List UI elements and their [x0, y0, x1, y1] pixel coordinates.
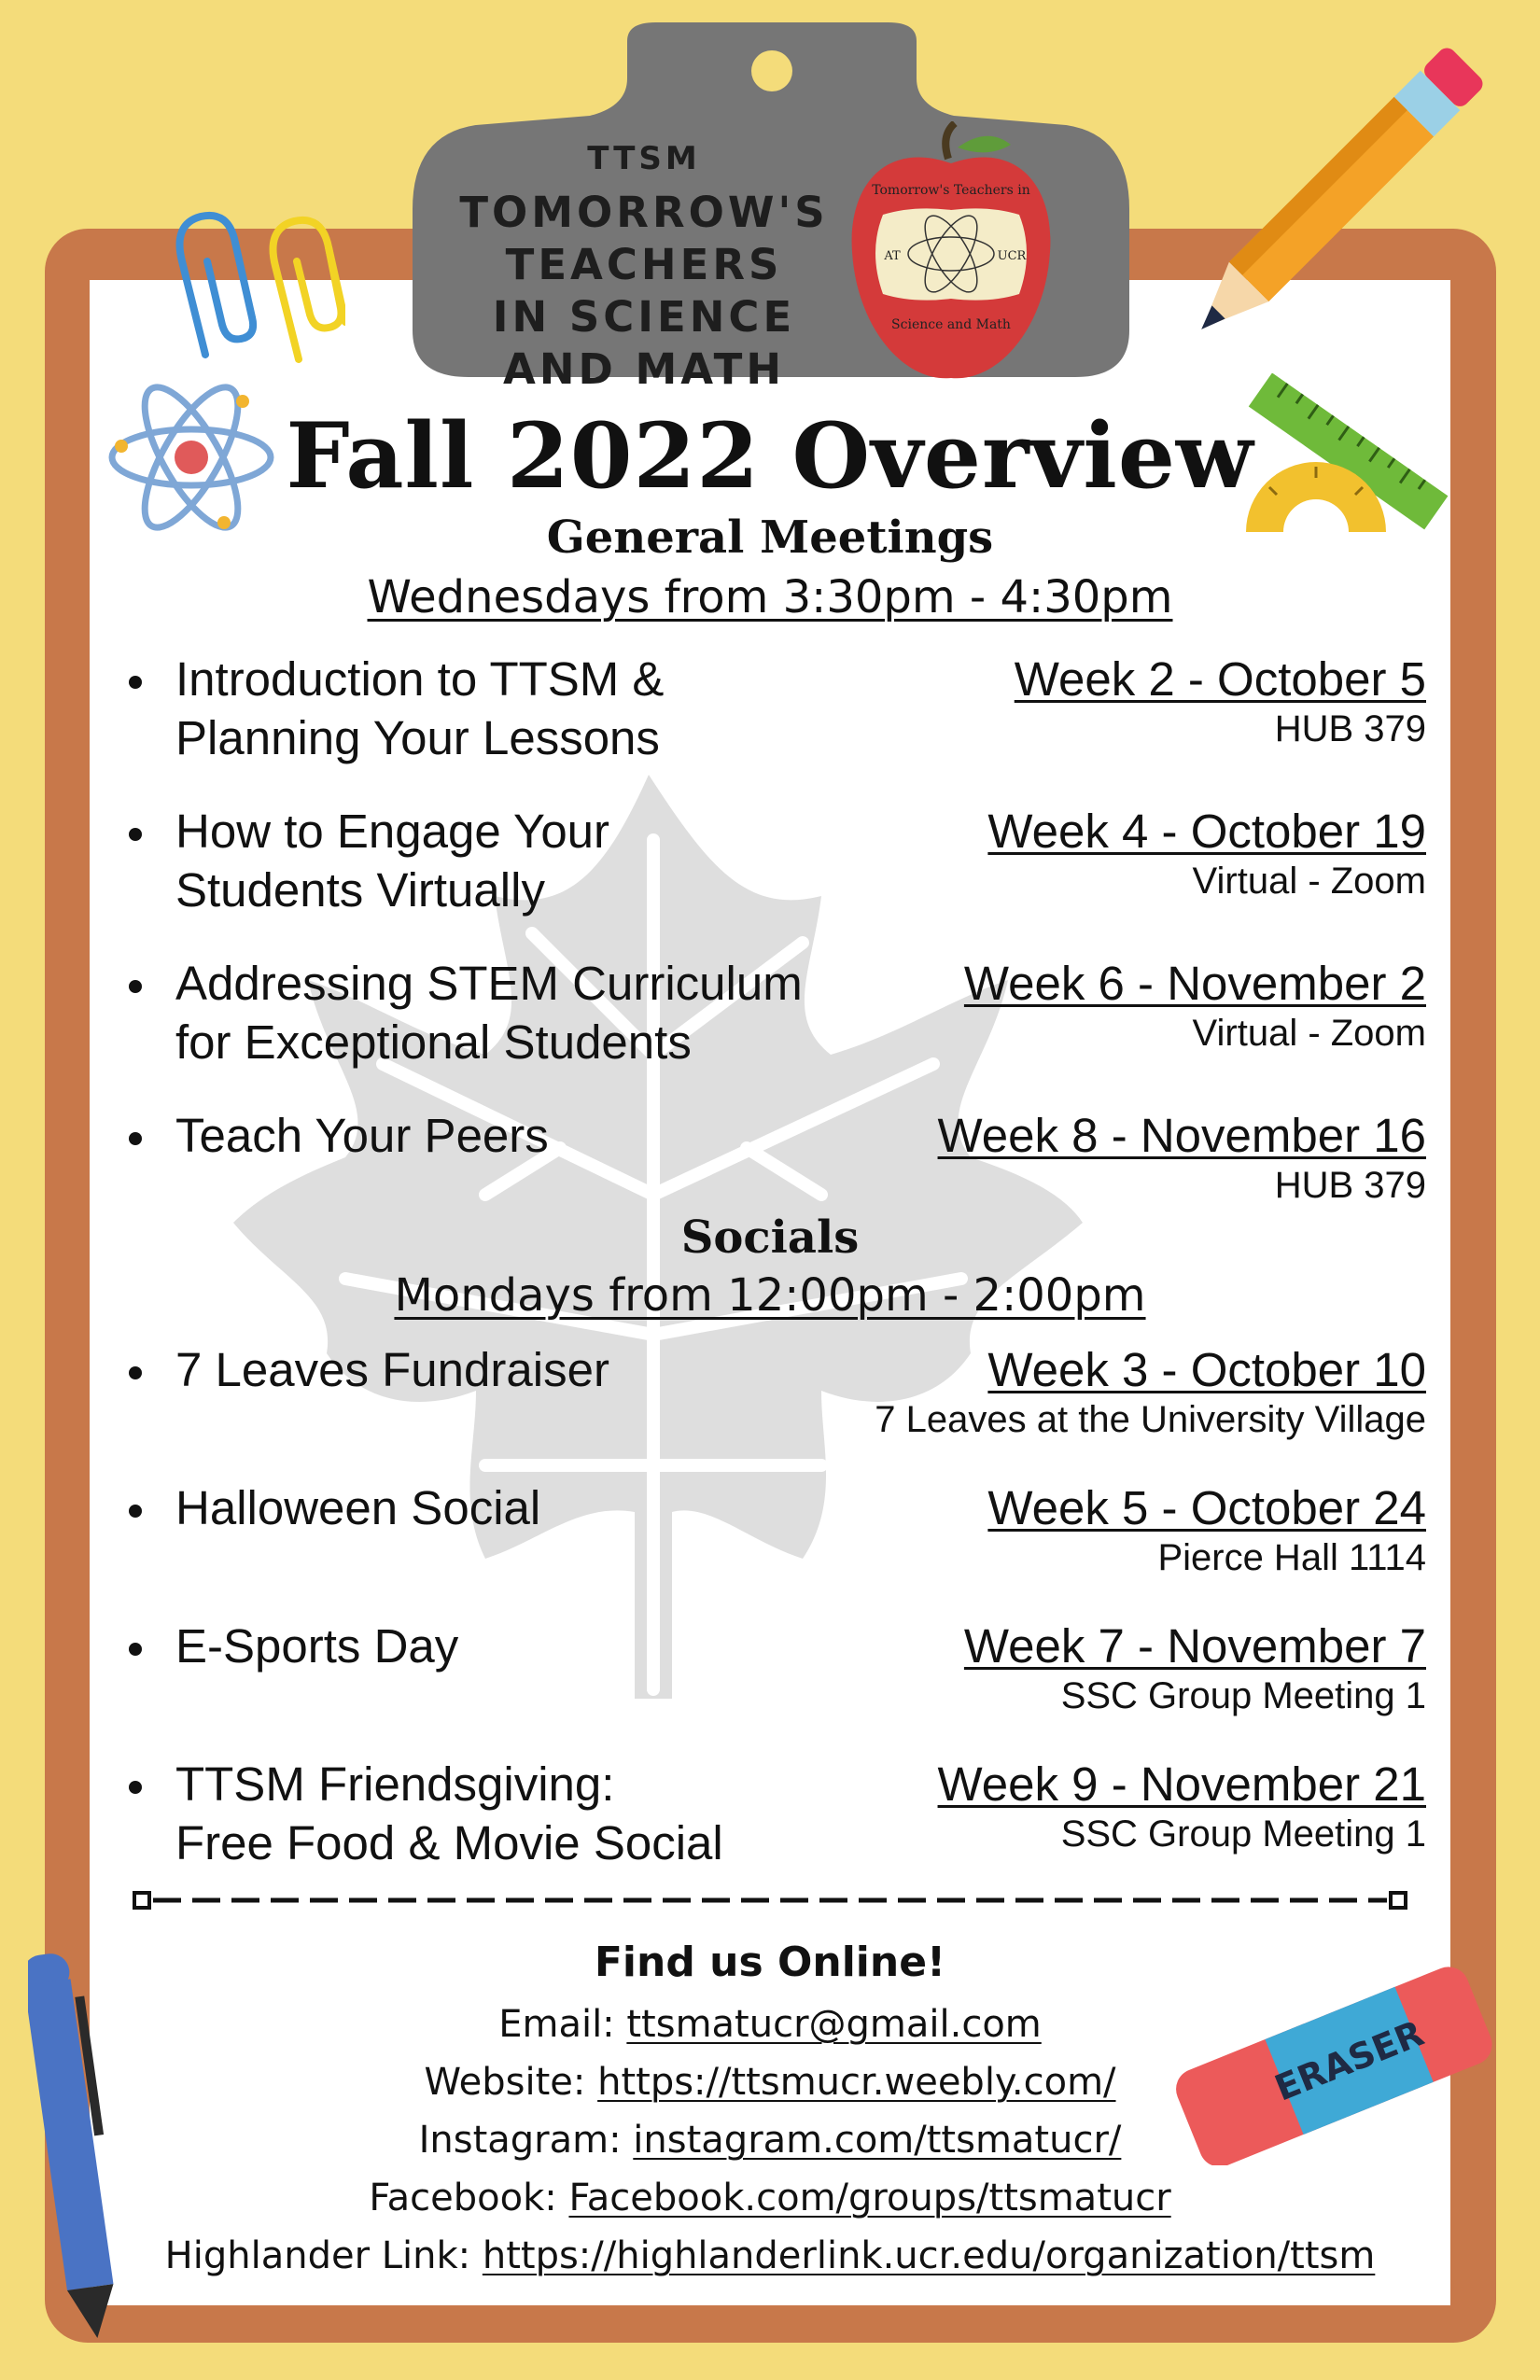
- event-name: Teach Your Peers: [175, 1109, 549, 1162]
- logo-text-bottom: Science and Math: [891, 317, 1011, 332]
- event-date: Week 2 - October 5: [1014, 652, 1426, 706]
- page-title: Fall 2022 Overview: [286, 403, 1254, 509]
- paperclip-icon: [168, 205, 345, 373]
- bullet-icon: [129, 1132, 142, 1145]
- contact-label: Facebook:: [369, 2177, 569, 2219]
- event-date: Week 8 - November 16: [937, 1109, 1426, 1162]
- organization-name: [439, 140, 849, 396]
- event-location: Virtual - Zoom: [1192, 1013, 1426, 1054]
- socials-heading: Socials: [680, 1211, 860, 1264]
- event-date: Week 3 - October 10: [987, 1343, 1426, 1396]
- contact-label: Instagram:: [418, 2119, 634, 2162]
- find-us-online-heading: Find us Online!: [594, 1939, 946, 1986]
- eraser-label: ERASER: [1268, 2012, 1430, 2109]
- list-item: [90, 1478, 1450, 1609]
- list-item: [90, 954, 1450, 1085]
- logo-text-top: Tomorrow's Teachers in: [872, 183, 1030, 198]
- event-location: SSC Group Meeting 1: [1060, 1675, 1426, 1716]
- website-link[interactable]: https://ttsmucr.weebly.com/: [597, 2061, 1116, 2104]
- event-date: Week 6 - November 2: [963, 957, 1426, 1010]
- apple-logo-icon: [847, 121, 1055, 385]
- bullet-icon: [129, 980, 142, 993]
- event-location: HUB 379: [1274, 1165, 1426, 1206]
- facebook-link[interactable]: Facebook.com/groups/ttsmatucr: [568, 2177, 1171, 2219]
- contact-facebook: [90, 2169, 1450, 2227]
- list-item: [90, 802, 1450, 932]
- divider: [131, 1886, 1409, 1914]
- contact-instagram: [90, 2111, 1450, 2169]
- event-location: Pierce Hall 1114: [1157, 1537, 1426, 1578]
- event-name: E-Sports Day: [175, 1619, 459, 1673]
- contact-website: [90, 2053, 1450, 2111]
- event-location: SSC Group Meeting 1: [1060, 1813, 1426, 1855]
- bullet-icon: [129, 1781, 142, 1794]
- bullet-icon: [129, 828, 142, 841]
- organization-name-line: IN SCIENCE: [492, 292, 796, 342]
- list-item: [90, 650, 1450, 780]
- event-name: Halloween Social: [175, 1481, 541, 1534]
- highlander-link[interactable]: https://highlanderlink.ucr.edu/organization/ttsm: [482, 2234, 1376, 2277]
- contact-email: [90, 1995, 1450, 2053]
- bullet-icon: [129, 1366, 142, 1379]
- event-date: Week 4 - October 19: [987, 805, 1426, 858]
- event-location: 7 Leaves at the University Village: [875, 1399, 1426, 1440]
- list-item: [90, 1755, 1450, 1885]
- event-name: How to Engage Your Students Virtually: [175, 805, 610, 917]
- event-location: HUB 379: [1274, 708, 1426, 749]
- event-date: Week 7 - November 7: [963, 1619, 1426, 1673]
- organization-name-line: TOMORROW'S: [459, 188, 829, 237]
- event-date: Week 9 - November 21: [937, 1757, 1426, 1811]
- organization-name-line: AND MATH: [503, 344, 785, 394]
- event-name: TTSM Friendsgiving: Free Food & Movie Social: [175, 1757, 723, 1869]
- pencil-icon: [1167, 19, 1503, 373]
- contact-label: Highlander Link:: [164, 2234, 483, 2277]
- general-meetings-heading: General Meetings: [546, 511, 994, 564]
- event-name: Introduction to TTSM & Planning Your Lessons: [175, 652, 665, 764]
- event-name: Addressing STEM Curriculum for Exceptional Students: [175, 957, 803, 1069]
- contact-label: Email:: [498, 2003, 627, 2046]
- list-item: [90, 1617, 1450, 1747]
- contact-highlander-link: [90, 2227, 1450, 2285]
- organization-acronym: TTSM: [587, 140, 701, 177]
- bullet-icon: [129, 1505, 142, 1518]
- bullet-icon: [129, 1643, 142, 1656]
- list-item: [90, 1340, 1450, 1471]
- socials-schedule: Mondays from 12:00pm - 2:00pm: [394, 1269, 1146, 1322]
- bullet-icon: [129, 676, 142, 689]
- event-location: Virtual - Zoom: [1192, 861, 1426, 902]
- logo-text-left: AT: [884, 249, 901, 263]
- general-meetings-schedule: Wednesdays from 3:30pm - 4:30pm: [367, 571, 1173, 623]
- email-link[interactable]: ttsmatucr@gmail.com: [626, 2003, 1042, 2046]
- event-name: 7 Leaves Fundraiser: [175, 1343, 609, 1396]
- instagram-link[interactable]: instagram.com/ttsmatucr/: [633, 2119, 1122, 2162]
- event-date: Week 5 - October 24: [987, 1481, 1426, 1534]
- organization-name-line: TEACHERS: [505, 240, 783, 289]
- logo-text-right: UCR: [997, 249, 1027, 263]
- contact-label: Website:: [424, 2061, 598, 2104]
